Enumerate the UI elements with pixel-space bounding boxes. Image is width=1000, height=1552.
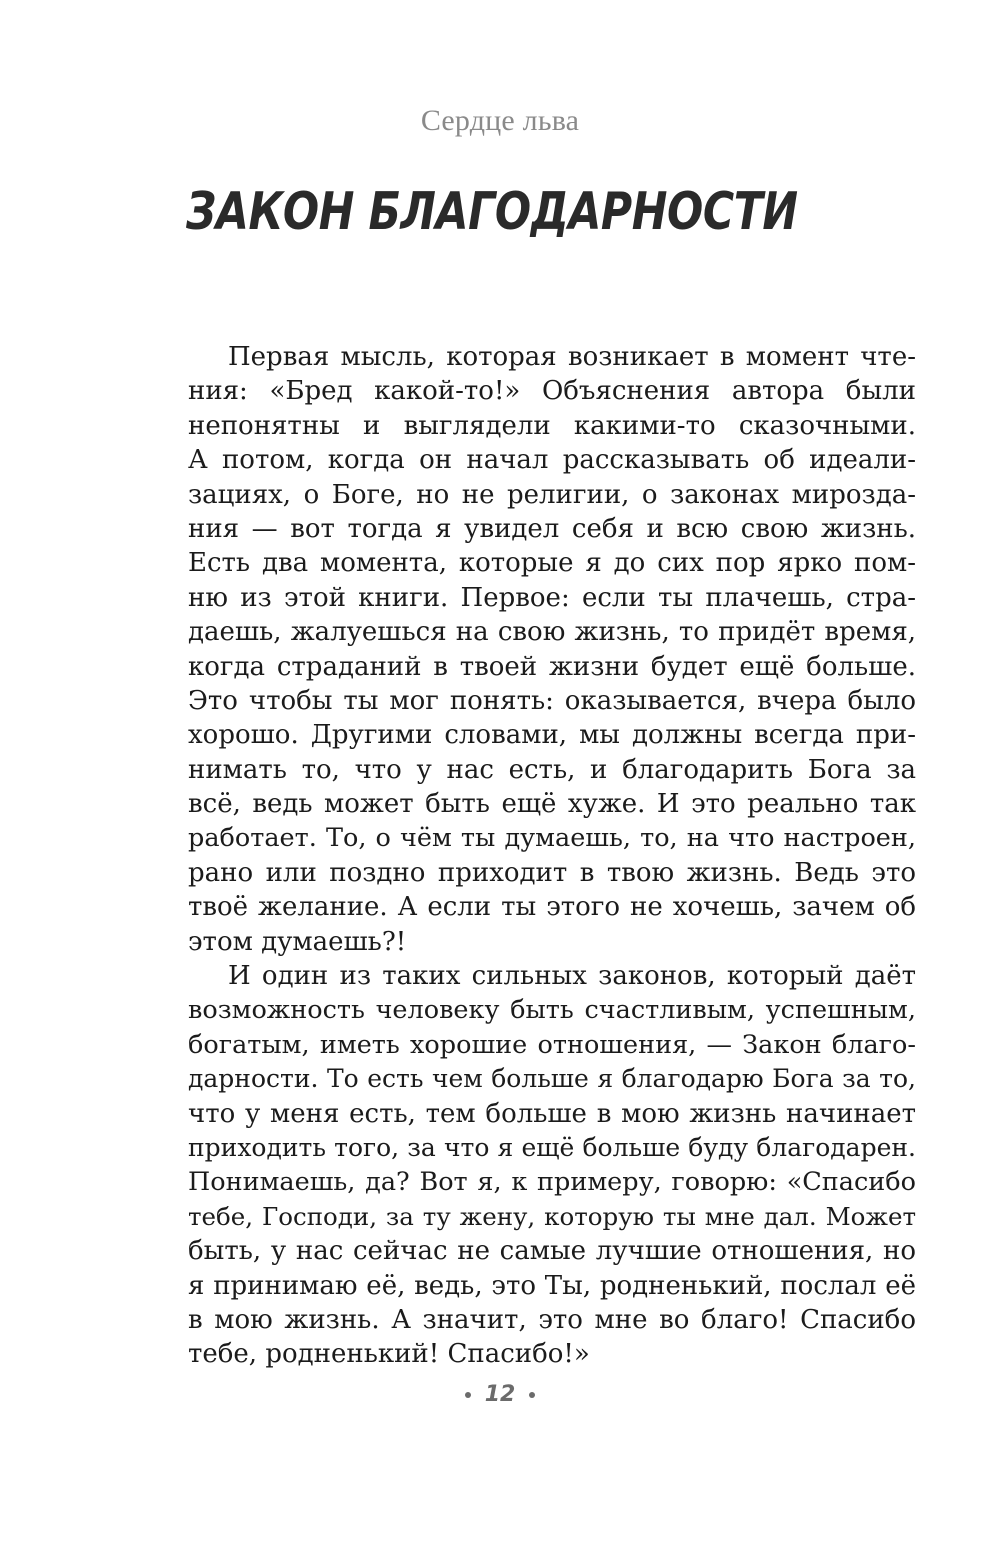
- text-line: Это чтобы ты мог понять: оказывается, вчера было: [188, 685, 916, 716]
- text-line: этом думаешь?!: [188, 926, 407, 957]
- text-line: богатым, иметь хорошие отношения, — Закон благо-: [188, 1029, 916, 1060]
- bullet-dot-icon: [465, 1392, 471, 1398]
- text-line: возможность человеку быть счастливым, успешным,: [188, 995, 916, 1026]
- text-line: Понимаешь, да? Вот я, к примеру, говорю: «Спасибо: [188, 1167, 916, 1198]
- text-line: рано или поздно приходит в твою жизнь. Ведь это: [188, 857, 916, 888]
- text-line: А потом, когда он начал рассказывать об идеали-: [188, 445, 916, 476]
- body-text: [188, 340, 916, 1372]
- text-line: хорошо. Другими словами, мы должны всегда при-: [188, 720, 916, 751]
- text-line: ния — вот тогда я увидел себя и всю свою жизнь.: [188, 513, 916, 544]
- text-line: нимать то, что у нас есть, и благодарить Бога за: [188, 754, 916, 785]
- text-line: ния: «Бред какой-то!» Объяснения автора были: [188, 376, 916, 407]
- chapter-title: ЗАКОН БЛАГОДАРНОСТИ: [186, 182, 798, 242]
- text-line: работает. То, о чём ты думаешь, то, на что настроен,: [188, 823, 916, 854]
- text-line: Есть два момента, которые я до сих пор ярко пом-: [188, 548, 916, 579]
- text-line: дарности. То есть чем больше я благодарю Бога за то,: [188, 1064, 916, 1094]
- text-line: И один из таких сильных законов, который даёт: [228, 961, 916, 992]
- text-line: быть, у нас сейчас не самые лучшие отношения, но: [188, 1236, 916, 1267]
- text-line: приходить того, за что я ещё больше буду благодарен.: [188, 1132, 916, 1162]
- page-number: 12: [484, 1382, 516, 1407]
- text-line: Первая мысль, которая возникает в момент чте-: [228, 342, 916, 372]
- text-line: зациях, о Боге, но не религии, о законах мирозда-: [188, 479, 916, 510]
- page-number-footer: [0, 1382, 1000, 1407]
- bullet-dot-icon: [529, 1392, 535, 1398]
- text-line: твоё желание. А если ты этого не хочешь, зачем об: [188, 892, 916, 923]
- text-line: что у меня есть, тем больше в мою жизнь начинает: [188, 1098, 916, 1129]
- text-line: всё, ведь может быть ещё хуже. И это реально так: [188, 789, 916, 820]
- text-line: непонятны и выглядели какими-то сказочными.: [188, 410, 916, 441]
- text-line: тебе, родненький! Спасибо!»: [188, 1339, 590, 1370]
- text-line: когда страданий в твоей жизни будет ещё больше.: [188, 651, 916, 682]
- text-line: тебе, Господи, за ту жену, которую ты мне дал. Может: [188, 1201, 916, 1231]
- text-line: даешь, жалуешься на свою жизнь, то придёт время,: [188, 617, 916, 648]
- text-line: в мою жизнь. А значит, это мне во благо! Спасибо: [188, 1304, 916, 1335]
- running-head: Сердце льва: [420, 104, 580, 137]
- text-line: ню из этой книги. Первое: если ты плачешь, стра-: [188, 582, 916, 613]
- text-line: я принимаю её, ведь, это Ты, родненький, послал её: [188, 1270, 916, 1301]
